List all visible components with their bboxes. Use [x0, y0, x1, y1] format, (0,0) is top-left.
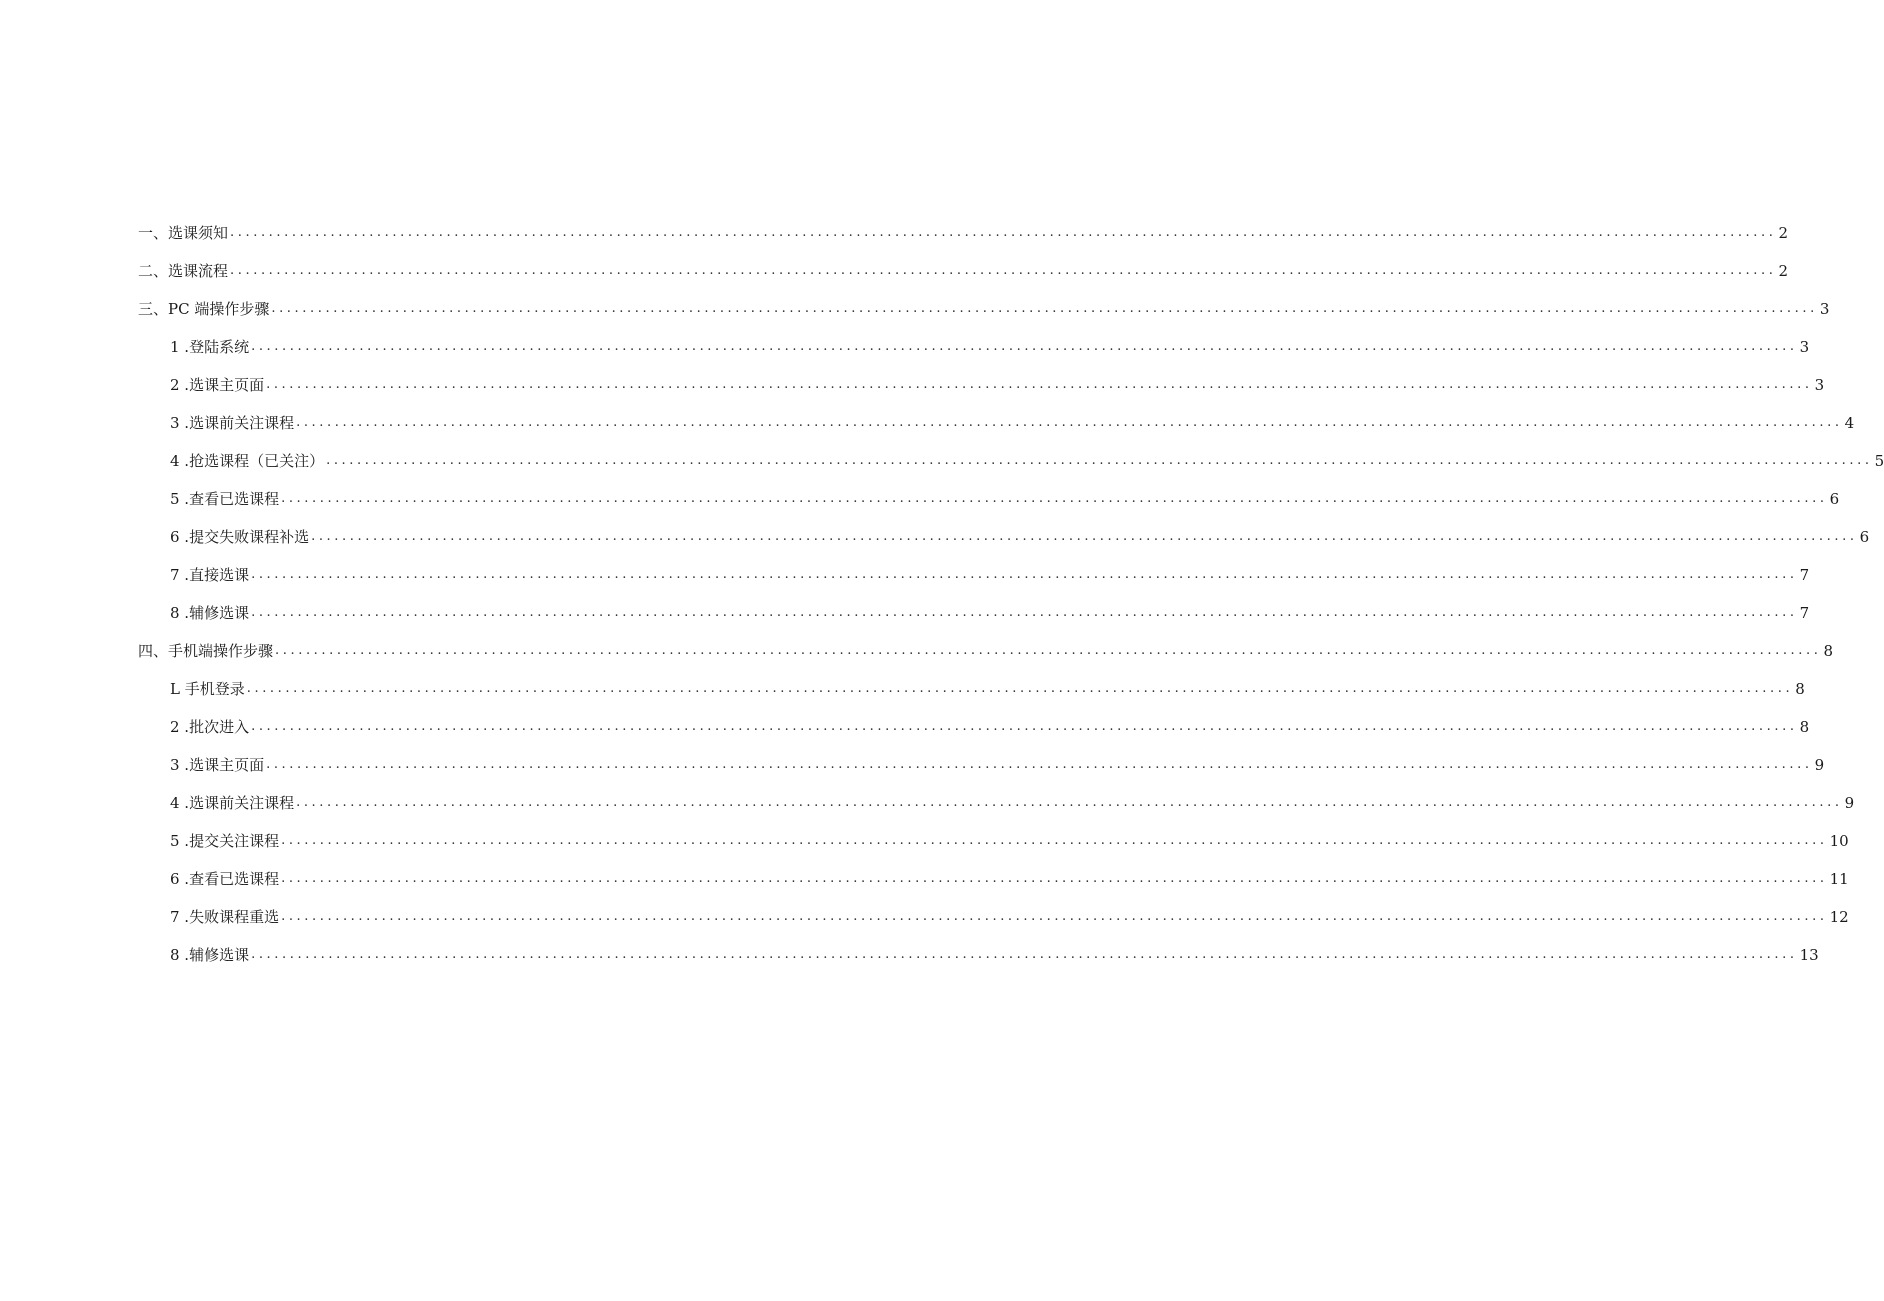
toc-dot-leader: ........................................................................................................................................................................................................ — [266, 377, 1813, 392]
toc-entry — [138, 259, 1789, 281]
toc-entry-label: 4 .选课前关注课程 — [170, 794, 295, 812]
toc-entry-page-number: 7 — [1799, 566, 1810, 584]
toc-entry-page-number: 8 — [1795, 680, 1805, 698]
toc-entry-label: 2 .选课主页面 — [170, 376, 265, 394]
toc-entry — [170, 867, 1849, 889]
toc-entry — [170, 753, 1825, 775]
toc-dot-leader: ........................................................................................................................................................................................................ — [271, 301, 1818, 316]
toc-dot-leader: ........................................................................................................................................................................................................ — [230, 263, 1777, 278]
toc-entry-label: 8 .辅修选课 — [170, 946, 250, 964]
toc-dot-leader: ........................................................................................................................................................................................................ — [251, 947, 1798, 962]
toc-entry-label: 4 .抢选课程（已关注） — [170, 452, 325, 470]
toc-entry-page-number: 10 — [1829, 832, 1849, 850]
toc-dot-leader: ........................................................................................................................................................................................................ — [296, 795, 1843, 810]
toc-entry — [138, 639, 1834, 661]
toc-dot-leader: ........................................................................................................................................................................................................ — [281, 491, 1828, 506]
toc-entry — [170, 335, 1810, 357]
toc-entry-page-number: 3 — [1814, 376, 1825, 394]
toc-dot-leader: ........................................................................................................................................................................................................ — [251, 339, 1798, 354]
toc-entry-page-number: 4 — [1844, 414, 1855, 432]
toc-dot-leader: ........................................................................................................................................................................................................ — [281, 833, 1828, 848]
toc-entry-label: 四、手机端操作步骤 — [138, 642, 274, 660]
toc-entry — [170, 791, 1855, 813]
toc-dot-leader: ........................................................................................................................................................................................................ — [251, 719, 1798, 734]
toc-entry-page-number: 2 — [1778, 262, 1789, 280]
toc-entry-page-number: 3 — [1799, 338, 1810, 356]
toc-entry-page-number: 12 — [1829, 908, 1849, 926]
toc-entry-page-number: 8 — [1799, 718, 1810, 736]
toc-entry-label: 三、PC 端操作步骤 — [138, 300, 270, 318]
toc-entry-page-number: 6 — [1859, 528, 1870, 546]
toc-entry-page-number: 9 — [1844, 794, 1855, 812]
toc-entry — [170, 601, 1810, 623]
toc-entry-page-number: 11 — [1829, 870, 1849, 888]
toc-dot-leader: ........................................................................................................................................................................................................ — [326, 453, 1873, 468]
toc-entry — [170, 449, 1884, 471]
toc-dot-leader: ........................................................................................................................................................................................................ — [230, 225, 1777, 240]
toc-entry — [170, 829, 1849, 851]
toc-dot-leader: ........................................................................................................................................................................................................ — [266, 757, 1813, 772]
toc-entry — [170, 373, 1825, 395]
toc-dot-leader: ........................................................................................................................................................................................................ — [251, 605, 1798, 620]
toc-dot-leader: ........................................................................................................................................................................................................ — [311, 529, 1858, 544]
toc-dot-leader: ........................................................................................................................................................................................................ — [246, 681, 1794, 696]
toc-entry — [138, 221, 1789, 243]
toc-entry-page-number: 13 — [1799, 946, 1819, 964]
toc-entry-label: 8 .辅修选课 — [170, 604, 250, 622]
toc-entry-page-number: 2 — [1778, 224, 1789, 242]
toc-entry-label: 5 .提交关注课程 — [170, 832, 280, 850]
toc-entry-label: 2 .批次进入 — [170, 718, 250, 736]
toc-entry-label: 3 .选课前关注课程 — [170, 414, 295, 432]
toc-entry — [138, 297, 1830, 319]
toc-entry-label: 二、选课流程 — [138, 262, 229, 280]
toc-entry — [170, 487, 1840, 509]
toc-entry-label: 一、选课须知 — [138, 224, 229, 242]
toc-entry-label: 5 .查看已选课程 — [170, 490, 280, 508]
toc-entry — [170, 905, 1849, 927]
toc-entry-page-number: 3 — [1819, 300, 1830, 318]
toc-entry-label: 6 .提交失败课程补选 — [170, 528, 310, 546]
toc-entry-label: 3 .选课主页面 — [170, 756, 265, 774]
toc-entry-page-number: 6 — [1829, 490, 1840, 508]
toc-entry-label: 7 .直接选课 — [170, 566, 250, 584]
toc-entry-page-number: 9 — [1814, 756, 1825, 774]
toc-entry — [170, 943, 1819, 965]
toc-entry — [170, 715, 1810, 737]
toc-entry-label: L 手机登录 — [170, 680, 245, 698]
toc-entry — [170, 525, 1870, 547]
toc-entry-page-number: 5 — [1874, 452, 1884, 470]
toc-dot-leader: ........................................................................................................................................................................................................ — [281, 871, 1828, 886]
toc-dot-leader: ........................................................................................................................................................................................................ — [281, 909, 1828, 924]
toc-entry-label: 7 .失败课程重选 — [170, 908, 280, 926]
toc-entry — [170, 563, 1810, 585]
toc-entry-page-number: 8 — [1823, 642, 1834, 660]
toc-entry-page-number: 7 — [1799, 604, 1810, 622]
toc-entry — [170, 677, 1805, 699]
toc-entry-label: 6 .查看已选课程 — [170, 870, 280, 888]
toc-dot-leader: ........................................................................................................................................................................................................ — [275, 643, 1822, 658]
toc-entry-label: 1 .登陆系统 — [170, 338, 250, 356]
toc-entry — [170, 411, 1855, 433]
toc-dot-leader: ........................................................................................................................................................................................................ — [296, 415, 1843, 430]
toc-dot-leader: ........................................................................................................................................................................................................ — [251, 567, 1798, 582]
